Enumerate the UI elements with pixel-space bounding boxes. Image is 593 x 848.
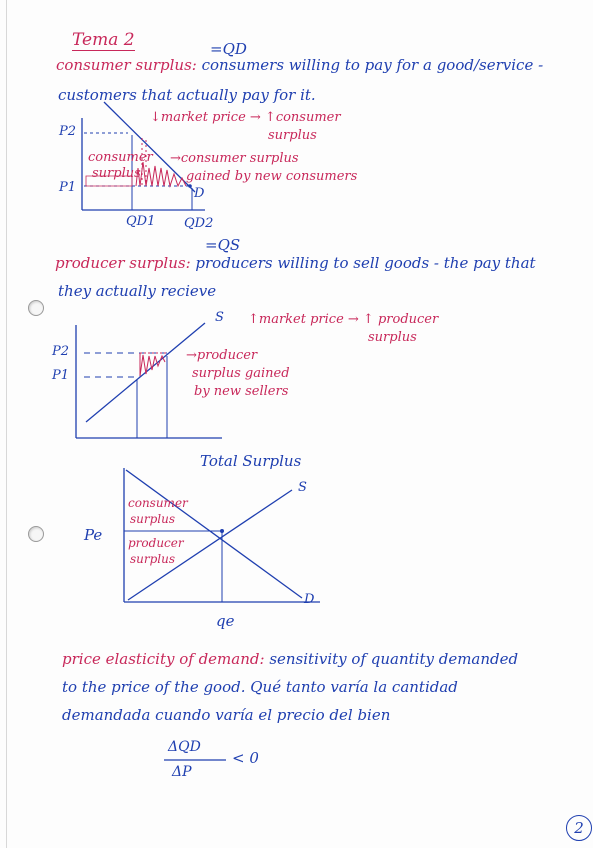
- producer-surplus-area-label: producer: [128, 536, 184, 550]
- area-label-consumer: consumer: [88, 150, 153, 165]
- consumer-surplus-area-label: consumer: [128, 496, 188, 510]
- p2-label: P2: [52, 344, 70, 359]
- consumer-surplus-area-label-2: surplus: [130, 512, 176, 526]
- gained-note-3: by new sellers: [194, 384, 289, 399]
- market-price-note-2: surplus: [268, 128, 317, 143]
- elasticity-text: sensitivity of quantity demanded: [264, 650, 519, 668]
- producer-surplus-text-2: they actually recieve: [58, 282, 217, 300]
- p1-label: P1: [59, 180, 77, 195]
- supply-label: S: [215, 310, 224, 325]
- consumer-surplus-term: consumer surplus:: [56, 56, 197, 74]
- qs-label: =QS: [205, 236, 241, 254]
- p2-label: P2: [59, 124, 77, 139]
- qe-label: qe: [216, 612, 235, 630]
- market-price-note: ↑market price → ↑ producer: [248, 312, 439, 327]
- demand-label: D: [194, 186, 205, 201]
- consumer-surplus-text: consumers willing to pay for a good/service -: [196, 56, 544, 74]
- qd-label: =QD: [210, 40, 247, 58]
- producer-surplus-area-label-2: surplus: [130, 552, 176, 566]
- gained-note: →consumer surplus: [170, 151, 299, 166]
- market-price-note: ↓market price → ↑consumer: [150, 110, 341, 125]
- pe-label: Pe: [84, 526, 103, 544]
- qd1-label: QD1: [126, 214, 156, 229]
- elasticity-term: price elasticity of demand:: [62, 650, 265, 668]
- supply-label: S: [298, 480, 307, 495]
- gained-note: →producer: [186, 348, 258, 363]
- qd2-label: QD2: [184, 216, 214, 231]
- producer-surplus-term: producer surplus:: [55, 254, 191, 272]
- formula-denominator: ΔP: [172, 764, 192, 780]
- elasticity-text-2: to the price of the good. Qué tanto varía la cantidad: [62, 678, 458, 696]
- elasticity-text-3: demandada cuando varía el precio del bien: [62, 706, 391, 724]
- formula-relation: < 0: [232, 749, 259, 767]
- page-number: 2: [566, 815, 592, 841]
- formula-numerator: ΔQD: [168, 739, 201, 755]
- gained-note-2: surplus gained: [192, 366, 290, 381]
- consumer-surplus-text-2: customers that actually pay for it.: [58, 86, 316, 104]
- page-title: Tema 2: [72, 30, 135, 50]
- gained-note-2: gained by new consumers: [186, 169, 358, 184]
- demand-label: D: [304, 592, 315, 607]
- producer-surplus-text: producers willing to sell goods - the pay that: [190, 254, 536, 272]
- total-surplus-title: Total Surplus: [200, 452, 302, 470]
- area-label-surplus: surplus: [92, 166, 141, 181]
- market-price-note-2: surplus: [368, 330, 417, 345]
- p1-label: P1: [52, 368, 70, 383]
